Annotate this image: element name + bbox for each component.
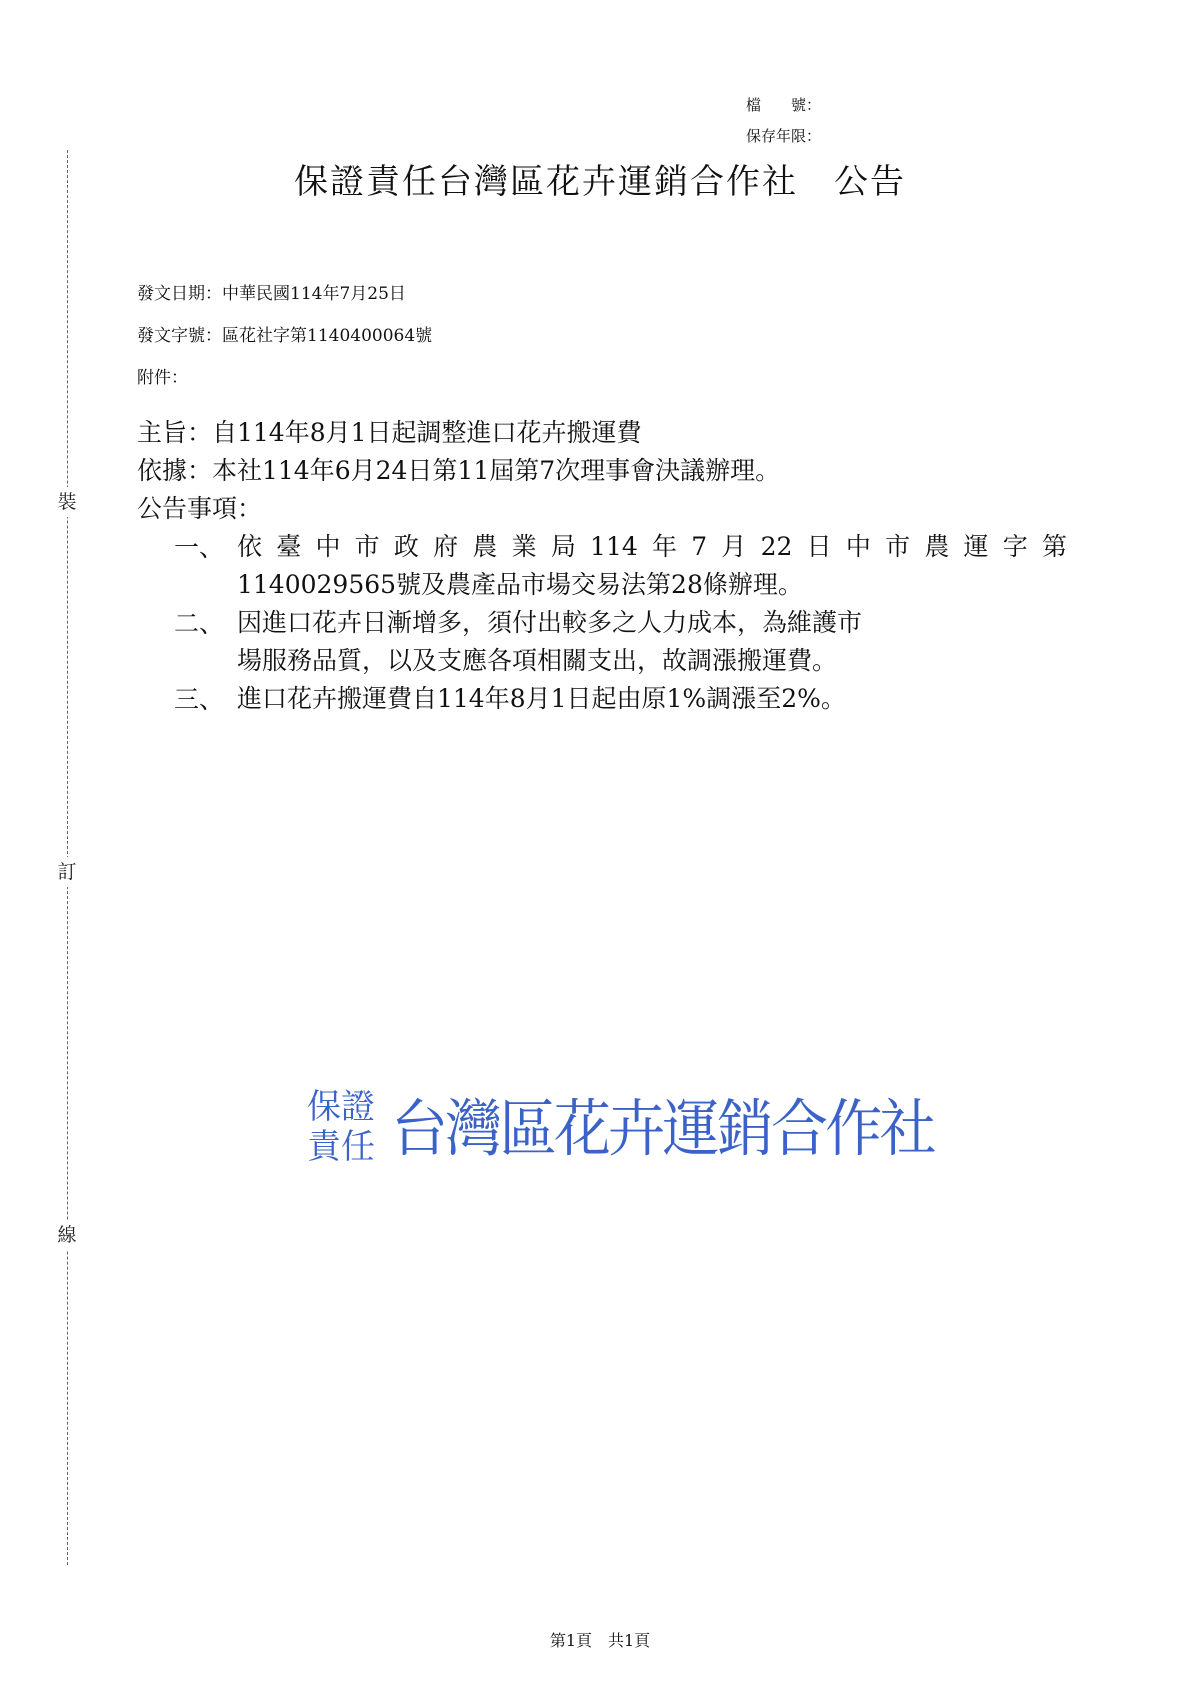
announcement-items-label: 公告事項：	[137, 494, 263, 523]
document-title: 保證責任台灣區花卉運銷合作社 公告	[294, 162, 906, 202]
dispatch-reference-number: 發文字號：區花社字第1140400064號	[137, 326, 433, 346]
dispatch-date: 發文日期：中華民國114年7月25日	[137, 284, 406, 304]
item-text-line: 進口花卉搬運費自114年8月1日起由原1%調漲至2%。	[237, 684, 846, 713]
announcement-item-1	[137, 528, 1067, 604]
file-number-label: 檔 號：	[746, 96, 822, 114]
item-text-line: 場服務品質，以及支應各項相關支出，故調漲搬運費。	[237, 646, 838, 675]
file-meta	[746, 90, 821, 152]
seal-small-line: 責任	[307, 1127, 375, 1167]
seal-large-text: 台灣區花卉運銷合作社	[391, 1092, 934, 1165]
seal-small-line: 保證	[307, 1087, 375, 1127]
binding-char-zhuang: 裝	[51, 487, 83, 517]
dispatch-meta	[137, 276, 432, 402]
retention-period-label: 保存年限：	[746, 127, 822, 145]
item-marker: 二、	[174, 609, 225, 638]
announcement-body	[137, 414, 1067, 718]
item-marker: 一、	[174, 533, 225, 562]
item-marker: 三、	[174, 685, 225, 714]
subject-line: 主旨：自114年8月1日起調整進口花卉搬運費	[137, 418, 642, 447]
announcement-item-3	[137, 680, 1067, 718]
item-text-line: 依臺中市政府農業局114年7月22日中市農運字第	[237, 532, 1067, 561]
binding-char-xian: 線	[51, 1220, 83, 1250]
basis-line: 依據：本社114年6月24日第11屆第7次理事會決議辦理。	[137, 456, 781, 485]
item-text-line: 1140029565號及農產品市場交易法第28條辦理。	[237, 570, 803, 599]
announcement-item-2	[137, 604, 1067, 680]
item-text-line: 因進口花卉日漸增多，須付出較多之人力成本，為維護市	[237, 608, 863, 637]
seal-small-text	[307, 1087, 387, 1167]
attachment-label: 附件：	[137, 368, 188, 388]
page-number: 第1頁 共1頁	[549, 1631, 651, 1650]
binding-char-ding: 訂	[51, 857, 83, 887]
